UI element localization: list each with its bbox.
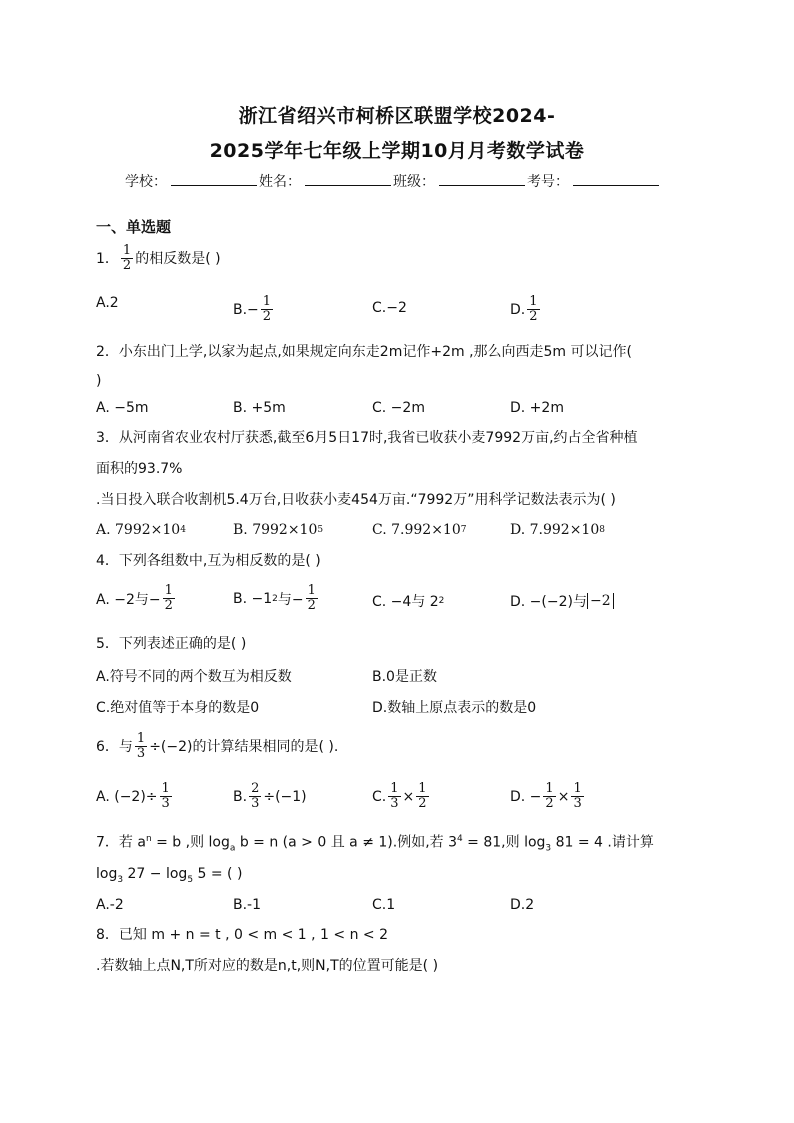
exam-title-line1: 浙江省绍兴市柯桥区联盟学校2024-	[238, 105, 556, 127]
class-blank[interactable]	[439, 171, 525, 186]
school-label: 学校：	[125, 174, 167, 190]
class-label: 班级：	[393, 174, 435, 190]
question-7-line1: 7．若 $a^n = b$ ,则 $\log_a b = n$ (a > 0 且 a ≠ 1).例如,若 $3^4 = 81$,则 $\log_3 81 = 4$ .请计算	[96, 834, 654, 854]
question-7-line2: $\log_3 27 - \log_5 5$ = ( )	[96, 866, 243, 885]
question-5: 5．下列表述正确的是( )	[96, 636, 247, 652]
exam-number-label: 考号：	[527, 174, 569, 190]
q1-option-c[interactable]: C.−2	[372, 300, 407, 316]
q5-option-b[interactable]: B.0是正数	[372, 669, 437, 685]
section-title-single-choice: 一、单选题	[96, 218, 172, 236]
q4-option-a[interactable]: A. −2与− $\frac{1}{2}$	[96, 583, 173, 613]
question-3-line1: 3．从河南省农业农村厅获悉,截至6月5日17时,我省已收获小麦7992万亩,约占全省种植	[96, 430, 638, 446]
q2-option-b[interactable]: B. +5m	[233, 400, 286, 416]
question-3-line2: 面积的93.7%	[96, 461, 183, 477]
q7-option-d[interactable]: D.2	[510, 897, 535, 913]
q1-number: 1．	[96, 250, 119, 267]
student-info-row	[125, 171, 661, 191]
q5-option-a[interactable]: A.符号不同的两个数互为相反数	[96, 669, 292, 685]
q2-option-d[interactable]: D. +2m	[510, 400, 564, 416]
q2-option-a[interactable]: A. −5m	[96, 400, 149, 416]
q7-option-a[interactable]: A.-2	[96, 897, 124, 913]
q4-option-b[interactable]: B. −1 2 与− $\frac{1}{2}$	[233, 583, 316, 613]
q1-fraction: $\frac{1}{2}$	[122, 243, 132, 273]
q3-option-d[interactable]: D. 7.992×10 8	[510, 522, 605, 538]
q1-option-a[interactable]: A.2	[96, 295, 119, 311]
school-blank[interactable]	[171, 171, 257, 186]
name-label: 姓名：	[259, 174, 301, 190]
q7-option-c[interactable]: C.1	[372, 897, 396, 913]
q6-option-a[interactable]: A. (−2)÷ $\frac{1}{3}$	[96, 781, 170, 811]
q2-option-c[interactable]: C. −2m	[372, 400, 425, 416]
q3-option-a[interactable]: A. 7992×10 4	[96, 522, 186, 538]
question-6: 6．与 $\frac{1}{3}$ ÷(−2)的计算结果相同的是( ).	[96, 731, 339, 761]
q6-option-c[interactable]: C. $\frac{1}{3}$ × $\frac{1}{2}$	[372, 781, 427, 811]
q3-option-b[interactable]: B. 7992×10 5	[233, 522, 324, 538]
question-1	[96, 244, 221, 273]
question-8-line2: .若数轴上点N,T所对应的数是n,t,则N,T的位置可能是( )	[96, 958, 439, 974]
q1-option-b[interactable]: B.− $\frac{1}{2}$	[233, 294, 272, 324]
absolute-value-bars: −2	[587, 593, 614, 609]
q6-fraction: $\frac{1}{3}$	[136, 731, 146, 761]
question-8-line1: 8．已知 m + n = t , 0 < m < 1 , 1 < n < 2	[96, 927, 388, 943]
question-2-line2: )	[96, 373, 102, 389]
question-4: 4．下列各组数中,互为相反数的是( )	[96, 553, 321, 569]
q3-option-c[interactable]: C. 7.992×10 7	[372, 522, 467, 538]
q4-option-d[interactable]: D. −(−2)与 −2	[510, 591, 614, 611]
q1-text: 的相反数是( )	[135, 250, 221, 267]
q1-option-d[interactable]: D. $\frac{1}{2}$	[510, 294, 538, 324]
q7-option-b[interactable]: B.-1	[233, 897, 262, 913]
name-blank[interactable]	[305, 171, 391, 186]
q6-option-b[interactable]: B. $\frac{2}{3}$ ÷(−1)	[233, 781, 307, 811]
question-2-line1: 2．小东出门上学,以家为起点,如果规定向东走2m记作+2m ,那么向西走5m 可以记作(	[96, 344, 632, 360]
exam-title-line2: 2025学年七年级上学期10月月考数学试卷	[209, 140, 585, 162]
question-3-line3: .当日投入联合收割机5.4万台,日收获小麦454万亩.“7992万”用科学记数法表示为( )	[96, 492, 616, 508]
q4-option-c[interactable]: C. −4与 2 2	[372, 594, 445, 610]
exam-number-blank[interactable]	[573, 171, 659, 186]
q5-option-c[interactable]: C.绝对值等于本身的数是0	[96, 700, 260, 716]
q6-option-d[interactable]: D. − $\frac{1}{2}$ × $\frac{1}{3}$	[510, 781, 582, 811]
q5-option-d[interactable]: D.数轴上原点表示的数是0	[372, 700, 537, 716]
